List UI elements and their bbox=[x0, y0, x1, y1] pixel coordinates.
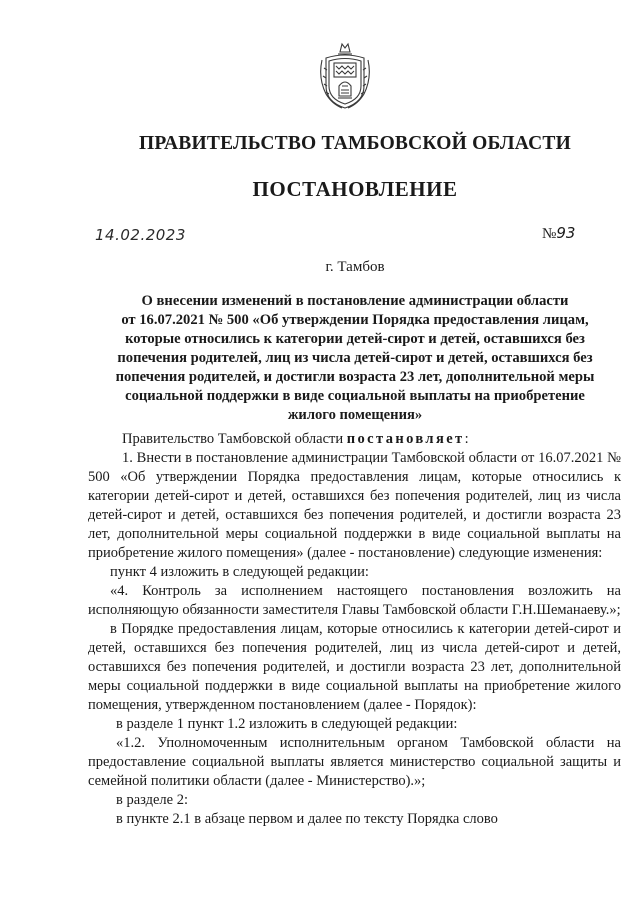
subject-line: от 16.07.2021 № 500 «Об утверждении Порядка предоставления лицам, bbox=[121, 312, 589, 328]
subject-line: социальной поддержки в виде социальной выплаты на приобретение bbox=[125, 388, 585, 404]
paragraph-6: «1.2. Уполномоченным исполнительным органом Тамбовской области на предоставление социальной выплаты является министерство социальной защиты и семейной политики области (далее - Министерство).»; bbox=[88, 735, 621, 789]
tambov-coat-of-arms-icon bbox=[318, 38, 372, 112]
number-sign: № bbox=[542, 226, 557, 242]
paragraph-2: пункт 4 изложить в следующей редакции: bbox=[110, 564, 369, 580]
city-name: г. Тамбов bbox=[325, 259, 385, 275]
subject-line: которые относились к категории детей-сирот и детей, оставшихся без bbox=[125, 331, 585, 347]
document-number bbox=[542, 224, 575, 243]
paragraph-8: в пункте 2.1 в абзаце первом и далее по тексту Порядка слово bbox=[116, 811, 498, 827]
number-value: 93 bbox=[556, 224, 576, 242]
organization-title: ПРАВИТЕЛЬСТВО ТАМБОВСКОЙ ОБЛАСТИ bbox=[139, 133, 571, 154]
subject-line: попечения родителей, лиц из числа детей-сирот и детей, оставшихся без bbox=[117, 350, 593, 366]
resolves-word: постановляет bbox=[346, 431, 465, 447]
subject-line: жилого помещения» bbox=[287, 407, 423, 423]
document-body bbox=[88, 430, 621, 829]
document-type-title: ПОСТАНОВЛЕНИЕ bbox=[252, 177, 458, 201]
subject-line: О внесении изменений в постановление администрации области bbox=[141, 293, 569, 309]
subject-line: попечения родителей, и достигли возраста 23 лет, дополнительной меры bbox=[115, 369, 595, 385]
paragraph-4: в Порядке предоставления лицам, которые относились к категории детей-сирот и детей, оставшихся без попечения родителей, лиц из числа детей-сирот и детей, оставшихся без попечения родителей, и достигли возраста 23 лет, дополнительной меры социальной поддержки в виде социальной выплаты на приобретение жилого помещения, утвержденном постановлением (далее - Порядок): bbox=[88, 621, 621, 713]
intro-paragraph bbox=[88, 430, 621, 449]
document-date: 14.02.2023 bbox=[95, 226, 186, 244]
intro-text: Правительство Тамбовской области bbox=[122, 431, 347, 447]
paragraph-3: «4. Контроль за исполнением настоящего постановления возложить на исполняющую обязанности заместителя Главы Тамбовской области Г.Н.Шеманаеву.»; bbox=[88, 583, 621, 618]
intro-colon: : bbox=[464, 431, 469, 447]
document-subject bbox=[88, 292, 622, 425]
paragraph-7: в разделе 2: bbox=[116, 792, 189, 808]
paragraph-5: в разделе 1 пункт 1.2 изложить в следующей редакции: bbox=[116, 716, 458, 732]
paragraph-1: 1. Внести в постановление администрации Тамбовской области от 16.07.2021 № 500 «Об утверждении Порядка предоставления лицам, которые относились к категории детей-сирот и детей, оставшихся без попечения родителей, лиц из числа детей-сирот и детей, оставшихся без попечения родителей, и достигли возраста 23 лет, дополнительной меры социальной поддержки в виде социальной выплаты на приобретение жилого помещения» (далее - постановление) следующие изменения: bbox=[88, 450, 621, 561]
